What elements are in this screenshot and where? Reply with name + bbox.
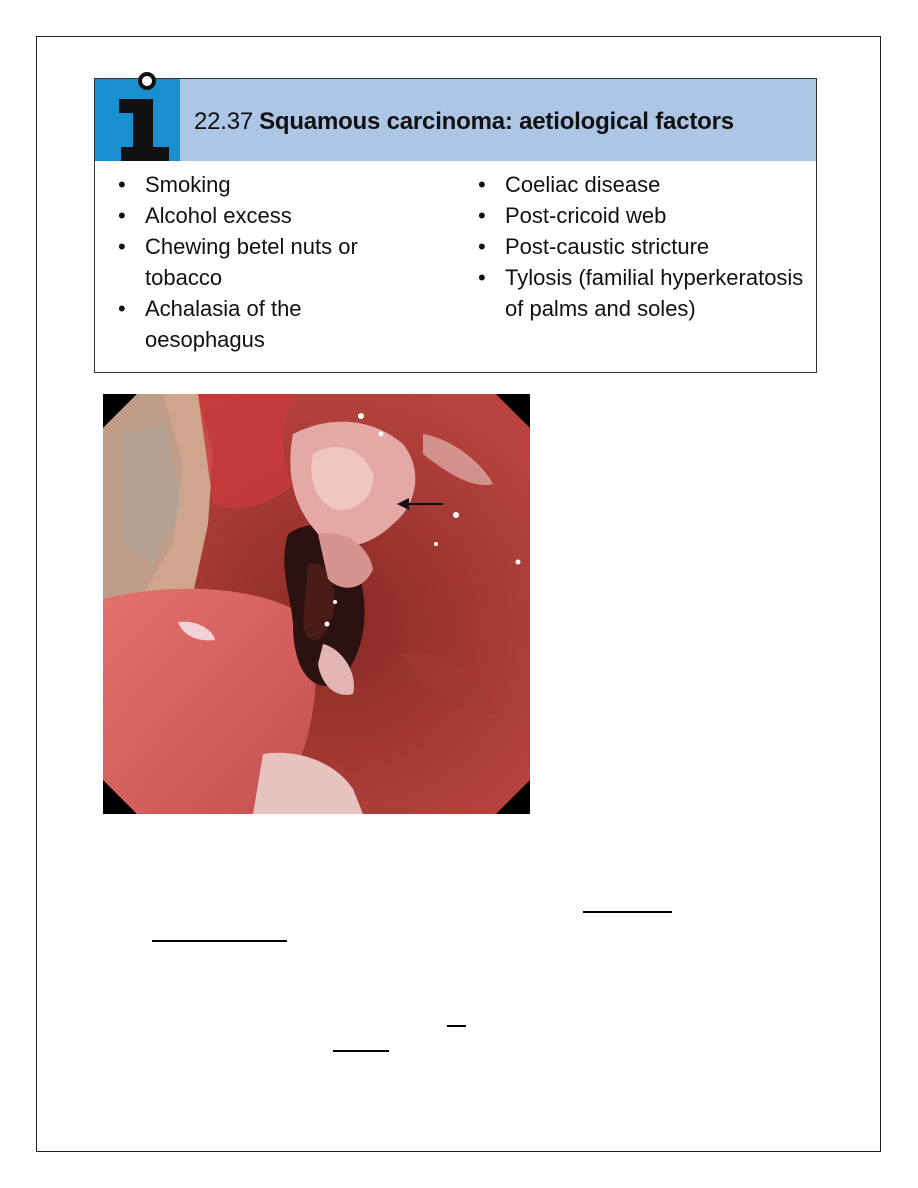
list-item: • Smoking bbox=[118, 172, 231, 197]
underline-mark bbox=[333, 1050, 389, 1052]
info-icon bbox=[95, 69, 180, 161]
list-item: • Tylosis (familial hyperkeratosis of palms and soles) bbox=[478, 265, 804, 321]
box-title bbox=[194, 108, 734, 136]
list-item: • Alcohol excess bbox=[118, 203, 292, 228]
info-box bbox=[94, 78, 817, 373]
box-number: 22.37 bbox=[194, 108, 254, 135]
underline-mark bbox=[152, 940, 287, 942]
factor-list-right bbox=[475, 169, 805, 324]
list-item: • Post-caustic stricture bbox=[478, 234, 710, 259]
list-item: • Post-cricoid web bbox=[478, 203, 667, 228]
info-tab bbox=[95, 79, 180, 161]
endoscopy-image bbox=[103, 394, 530, 814]
list-item: • Achalasia of the oesophagus bbox=[118, 296, 302, 352]
list-item: • Coeliac disease bbox=[478, 172, 661, 197]
underline-mark bbox=[447, 1025, 466, 1027]
box-title-text: Squamous carcinoma: aetiological factors bbox=[259, 108, 734, 135]
factor-list-left bbox=[115, 169, 415, 355]
underline-mark bbox=[583, 911, 672, 913]
list-item: • Chewing betel nuts or tobacco bbox=[118, 234, 358, 290]
